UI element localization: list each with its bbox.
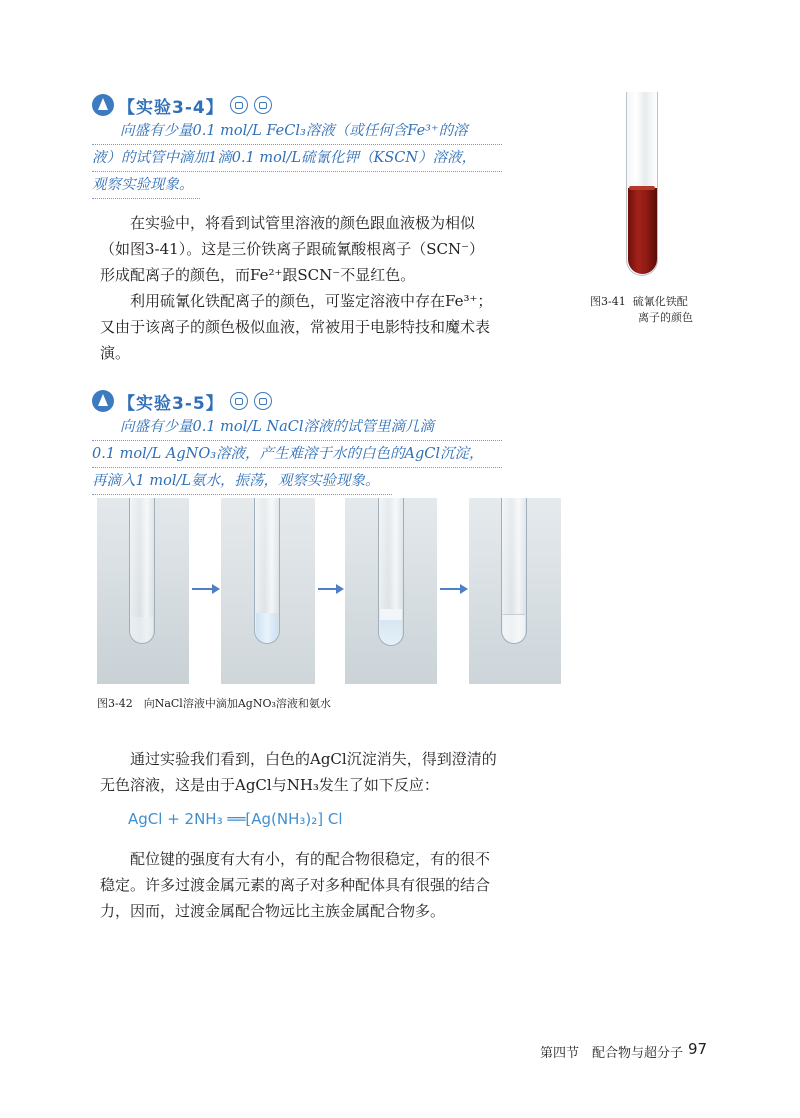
caption-line: 离子的颜色	[638, 311, 693, 324]
arrow-icon	[318, 588, 342, 590]
dissolving-precipitate	[380, 609, 402, 645]
arrow-icon	[192, 588, 218, 590]
section-footer: 第四节 配合物与超分子	[540, 1046, 684, 1061]
figure-3-41-tube	[622, 92, 664, 278]
paragraph: 利用硫氰化铁配离子的颜色，可鉴定溶液中存在Fe³⁺；又由于该离子的颜色极似血液，常被用于电影特技和魔术表演。	[100, 292, 493, 362]
experiment-3-4-title: 【实验3-4】	[118, 97, 224, 118]
red-solution	[628, 188, 657, 274]
experiment-line: 液）的试管中滴加1滴0.1 mol/L硫氰化钾（KSCN）溶液，	[92, 145, 502, 172]
glove-icon	[254, 96, 272, 114]
test-tube	[501, 498, 527, 644]
photo-panel-2	[221, 498, 315, 684]
caption-number: 图3-41	[590, 295, 626, 308]
white-precipitate	[256, 613, 278, 643]
experiment-3-5-header	[92, 389, 272, 413]
figure-3-42	[97, 498, 561, 684]
figure-3-42-caption: 图3-42 向NaCl溶液中滴加AgNO₃溶液和氨水	[97, 697, 331, 710]
test-tube	[129, 498, 155, 644]
test-tube	[378, 498, 404, 646]
photo-panel-3	[345, 498, 437, 684]
paragraph: 配位键的强度有大有小，有的配合物很稳定，有的很不稳定。许多过渡金属元素的离子对多种配体具有很强的结合力，因而，过渡金属配合物远比主族金属配合物多。	[100, 850, 491, 920]
figure-3-41-caption	[590, 294, 730, 326]
experiment-3-5-body	[92, 414, 502, 495]
clear-solution	[503, 614, 525, 643]
test-tube	[254, 498, 280, 644]
flask-icon	[92, 390, 114, 412]
body-text-2	[100, 746, 500, 798]
photo-panel-1	[97, 498, 189, 684]
body-text-3	[100, 846, 500, 924]
experiment-3-4-header	[92, 93, 272, 117]
page-number: 97	[688, 1040, 708, 1058]
clear-solution	[131, 617, 153, 643]
experiment-line: 再滴入1 mol/L氨水，振荡，观察实验现象。	[92, 468, 392, 495]
liquid-meniscus	[629, 186, 655, 190]
flask-icon	[92, 94, 114, 116]
reaction-equation: AgCl + 2NH₃ ══[Ag(NH₃)₂] Cl	[128, 810, 343, 828]
photo-panel-4	[469, 498, 561, 684]
experiment-line: 向盛有少量0.1 mol/L NaCl溶液的试管里滴几滴	[92, 414, 502, 441]
experiment-line: 向盛有少量0.1 mol/L FeCl₃溶液（或任何含Fe³⁺的溶	[92, 118, 502, 145]
paragraph: 通过实验我们看到，白色的AgCl沉淀消失，得到澄清的无色溶液，这是由于AgCl与NH₃发生了如下反应：	[100, 750, 497, 794]
experiment-3-5-title: 【实验3-5】	[118, 393, 224, 414]
goggles-icon	[230, 392, 248, 410]
experiment-3-4-body	[92, 118, 502, 199]
paragraph: 在实验中，将看到试管里溶液的颜色跟血液极为相似（如图3-41）。这是三价铁离子跟硫氰酸根离子（SCN⁻）形成配离子的颜色，而Fe²⁺跟SCN⁻不显红色。	[100, 214, 484, 284]
caption-line: 硫氰化铁配	[632, 295, 688, 308]
goggles-icon	[230, 96, 248, 114]
arrow-icon	[440, 588, 466, 590]
glove-icon	[254, 392, 272, 410]
body-text-1	[100, 210, 498, 366]
experiment-line: 0.1 mol/L AgNO₃溶液，产生难溶于水的白色的AgCl沉淀，	[92, 441, 502, 468]
experiment-line: 观察实验现象。	[92, 172, 200, 199]
